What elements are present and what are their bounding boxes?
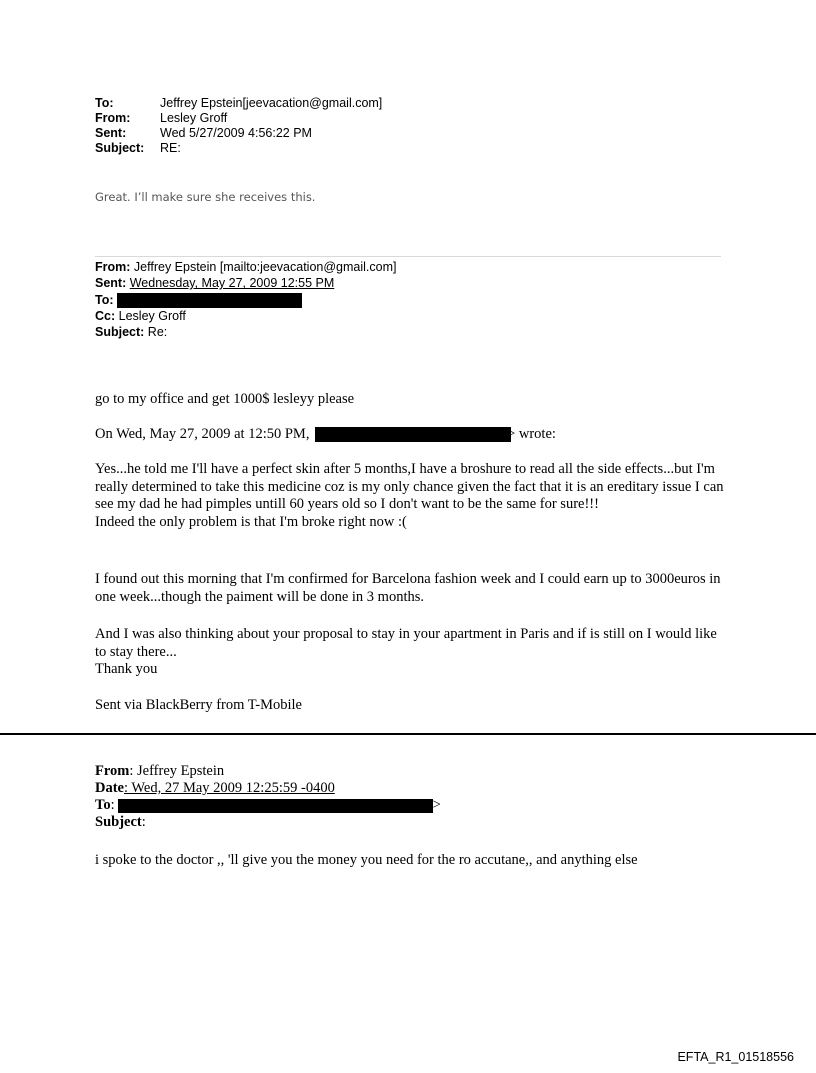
reply-text: Great. I’ll make sure she receives this. [95,190,316,204]
sent-value-2: Wednesday, May 27, 2009 12:55 PM [129,276,335,291]
redaction-box [315,427,511,442]
from-value-2: Jeffrey Epstein [mailto:jeevacation@gmail.com] [133,260,397,274]
subject-label-3: Subject [95,814,142,830]
cc-label-2: Cc: [95,308,116,323]
from-label-2: From: [95,260,131,274]
cc-row-2 [95,308,396,324]
signature: Sent via BlackBerry from T-Mobile [95,697,302,713]
to-suffix-3: > [432,797,441,813]
divider-thin [95,256,721,257]
paragraph-3b-text: Thank you [95,661,158,677]
paragraph-1 [95,461,725,531]
to-label-2: To: [95,292,114,307]
on-wed-suffix: > wrote: [507,426,556,442]
subject-value-2: Re: [147,325,168,340]
subject-value: RE: [160,141,181,155]
sent-label-2: Sent: [95,276,127,291]
email-header-1 [95,96,382,156]
email-header-3 [95,763,441,831]
from-row [95,111,382,126]
divider-thick [0,733,816,735]
paragraph-1-text: Yes...he told me I'll have a perfect skin after 5 months,I have a broshure to read all the side effects...but I'm really determined to take this medicine coz is my only chance given the fact that it is an ereditary issue I can see my dad he had pimples untill 60 years old so I don't want to be the same for sure!!! [95,461,724,512]
from-value: Lesley Groff [160,111,228,125]
redaction-box [118,799,433,813]
date-row-3 [95,780,441,797]
to-row-3 [95,797,441,814]
email-header-2 [95,259,396,340]
on-wed-prefix: On Wed, May 27, 2009 at 12:50 PM, [95,426,310,442]
to-value: Jeffrey Epstein[jeevacation@gmail.com] [160,96,383,110]
from-row-3 [95,763,441,780]
to-label-3: To [95,797,111,813]
from-label: From: [95,111,131,125]
from-value-3: : Jeffrey Epstein [129,763,225,779]
to-label: To: [95,96,114,110]
on-wed-line [95,426,725,444]
paragraph-1b-text: Indeed the only problem is that I'm broke right now :( [95,513,407,530]
sent-row-2 [95,275,396,291]
sent-row [95,126,382,141]
to-sep-3: : [110,797,115,813]
subject-label: Subject: [95,141,145,155]
paragraph-3 [95,626,725,679]
from-label-3: From [95,763,130,779]
subject-label-2: Subject: [95,325,145,340]
body-line-1: go to my office and get 1000$ lesleyy please [95,391,355,407]
subject-sep-3: : [141,814,146,830]
paragraph-2: I found out this morning that I'm confirmed for Barcelona fashion week and I could earn up to 3000euros in one week...though the paiment will be done in 3 months. [95,571,721,605]
cc-value-2: Lesley Groff [118,308,186,323]
from-row-2 [95,259,396,275]
body-3: i spoke to the doctor ,, 'll give you the money you need for the ro accutane,, and anything else [95,852,638,868]
date-value-3: : Wed, 27 May 2009 12:25:59 -0400 [124,780,335,796]
subject-row-2 [95,324,396,340]
sent-value: Wed 5/27/2009 4:56:22 PM [160,126,312,140]
to-row-2 [95,292,396,308]
redaction-box [117,293,302,308]
subject-row-3 [95,814,441,831]
paragraph-3-text: And I was also thinking about your proposal to stay in your apartment in Paris and if is still on I would like to stay there... [95,626,717,660]
to-row [95,96,382,111]
subject-row [95,141,382,156]
document-id-footer: EFTA_R1_01518556 [677,1050,794,1064]
sent-label: Sent: [95,126,127,140]
date-label-3: Date [95,780,124,796]
